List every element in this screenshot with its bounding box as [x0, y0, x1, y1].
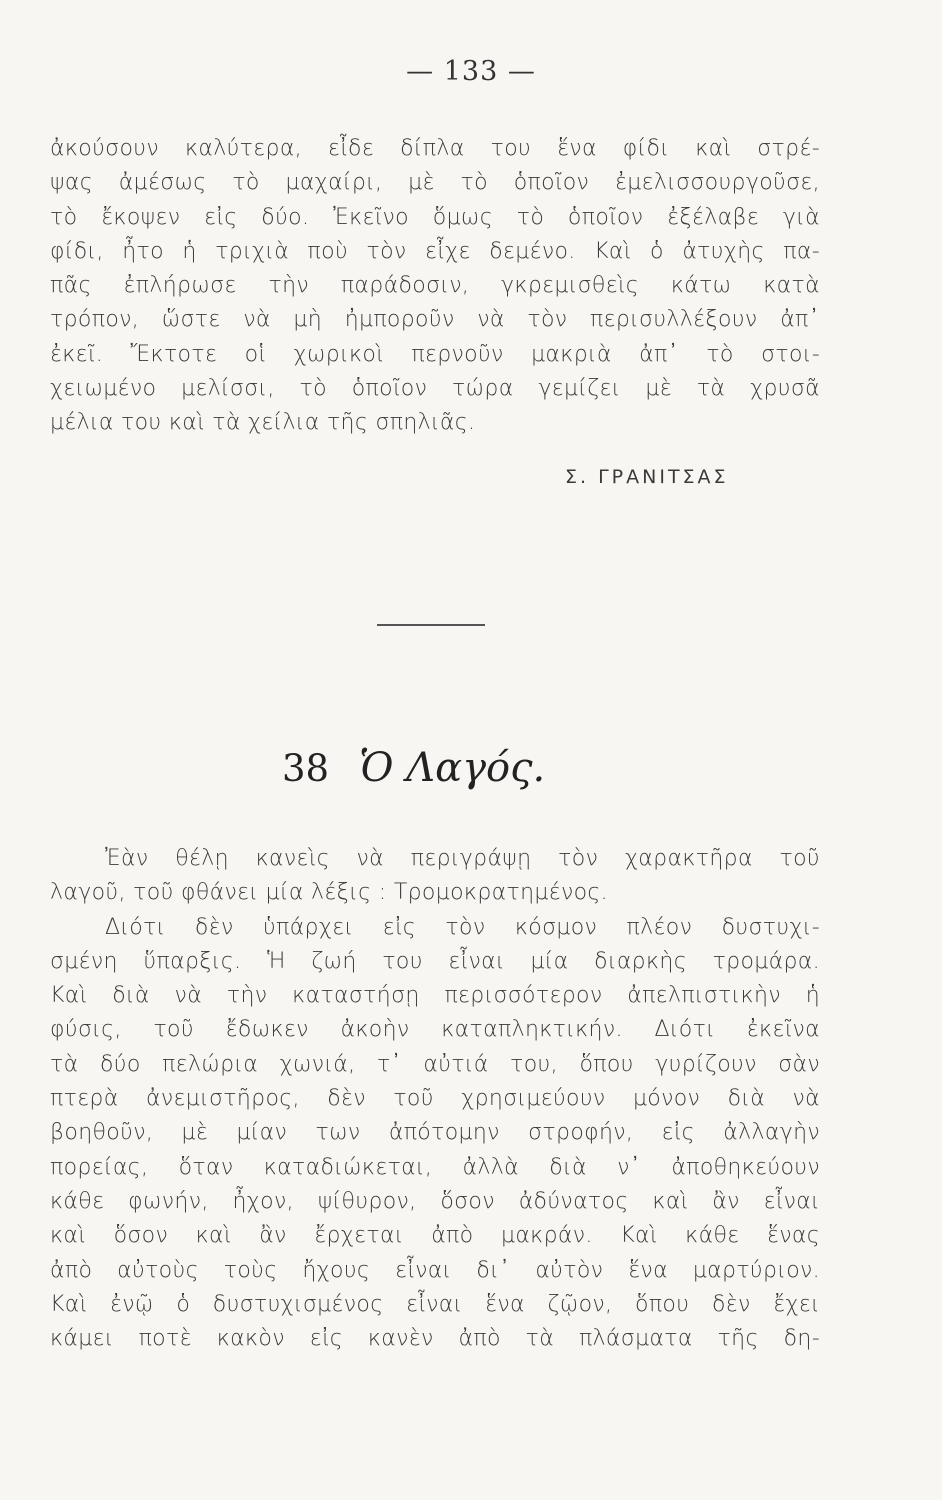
chapter-body-text — [50, 842, 820, 1356]
chapter-heading — [282, 745, 545, 791]
author-signature: Σ. ΓΡΑΝΙΤΣΑΣ — [565, 466, 729, 488]
text-line: τὸ ἔκοψεν εἰς δύο. Ἐκεῖνο ὅμως τὸ ὁποῖον ἐξέλαβε γιὰ — [50, 204, 820, 230]
text-line: φίδι, ἦτο ἡ τριχιὰ ποὺ τὸν εἶχε δεμένο. Καὶ ὁ ἀτυχὴς πα- — [50, 238, 820, 264]
section-divider — [377, 624, 485, 626]
text-line: κάθε φωνήν, ἦχον, ψίθυρον, ὅσον ἀδύνατος καὶ ἂν εἶναι — [50, 1188, 820, 1214]
text-line: ἀπὸ αὐτοὺς τοὺς ἤχους εἶναι δι᾿ αὐτὸν ἕνα μαρτύριον. — [50, 1257, 820, 1283]
text-line: πᾶς ἐπλήρωσε τὴν παράδοσιν, γκρεμισθεὶς κάτω κατὰ — [50, 273, 820, 299]
chapter-number: 38 — [282, 747, 330, 790]
text-line: λαγοῦ, τοῦ φθάνει μία λέξις : Τρομοκρατημένος. — [50, 880, 609, 906]
text-line: σμένη ὕπαρξις. Ἡ ζωή του εἶναι μία διαρκὴς τρομάρα. — [50, 948, 820, 974]
text-line: πορείας, ὅταν καταδιώκεται, ἀλλὰ διὰ ν᾿ ἀποθηκεύουν — [50, 1154, 820, 1180]
text-line: τρόπον, ὥστε νὰ μὴ ἠμποροῦν νὰ τὸν περισυλλέξουν ἀπ᾿ — [50, 307, 820, 333]
story-ending-text — [50, 132, 820, 441]
text-line: Διότι δὲν ὑπάρχει εἰς τὸν κόσμον πλέον δυστυχι- — [105, 914, 820, 940]
text-line: χειωμένο μελίσσι, τὸ ὁποῖον τώρα γεμίζει μὲ τὰ χρυσᾶ — [50, 376, 820, 402]
text-line: καὶ ὅσον καὶ ἂν ἔρχεται ἀπὸ μακράν. Καὶ κάθε ἕνας — [50, 1223, 820, 1249]
text-line: Ἐὰν θέλῃ κανεὶς νὰ περιγράψῃ τὸν χαρακτῆρα τοῦ — [105, 846, 820, 871]
text-line: ἐκεῖ. Ἔκτοτε οἱ χωρικοὶ περνοῦν μακριὰ ἀπ᾿ τὸ στοι- — [50, 341, 820, 367]
text-line: βοηθοῦν, μὲ μίαν των ἀπότομην στροφήν, εἰς ἀλλαγὴν — [50, 1120, 820, 1146]
text-line: πτερὰ ἀνεμιστῆρος, δὲν τοῦ χρησιμεύουν μόνον διὰ νὰ — [50, 1086, 820, 1112]
text-line: Καὶ διὰ νὰ τὴν καταστήσῃ περισσότερον ἀπελπιστικὴν ἡ — [50, 983, 820, 1009]
text-line: ἀκούσουν καλύτερα, εἶδε δίπλα του ἕνα φίδι καὶ στρέ- — [50, 136, 820, 161]
page-number: — 133 — — [406, 56, 536, 87]
chapter-title: Ὁ Λαγός. — [359, 745, 546, 791]
text-line: τὰ δύο πελώρια χωνιά, τ᾿ αὐτιά του, ὅπου γυρίζουν σὰν — [50, 1051, 820, 1077]
text-line: φύσις, τοῦ ἔδωκεν ἀκοὴν καταπληκτικήν. Διότι ἐκεῖνα — [50, 1017, 820, 1043]
text-line: ψας ἀμέσως τὸ μαχαίρι, μὲ τὸ ὁποῖον ἐμελισσουργοῦσε, — [50, 170, 820, 196]
text-line: κάμει ποτὲ κακὸν εἰς κανὲν ἀπὸ τὰ πλάσματα τῆς δη- — [50, 1326, 820, 1352]
text-line: Καὶ ἐνῷ ὁ δυστυχισμένος εἶναι ἕνα ζῷον, ὅπου δὲν ἔχει — [50, 1291, 820, 1317]
text-line: μέλια του καὶ τὰ χείλια τῆς σπηλιᾶς. — [50, 410, 476, 436]
